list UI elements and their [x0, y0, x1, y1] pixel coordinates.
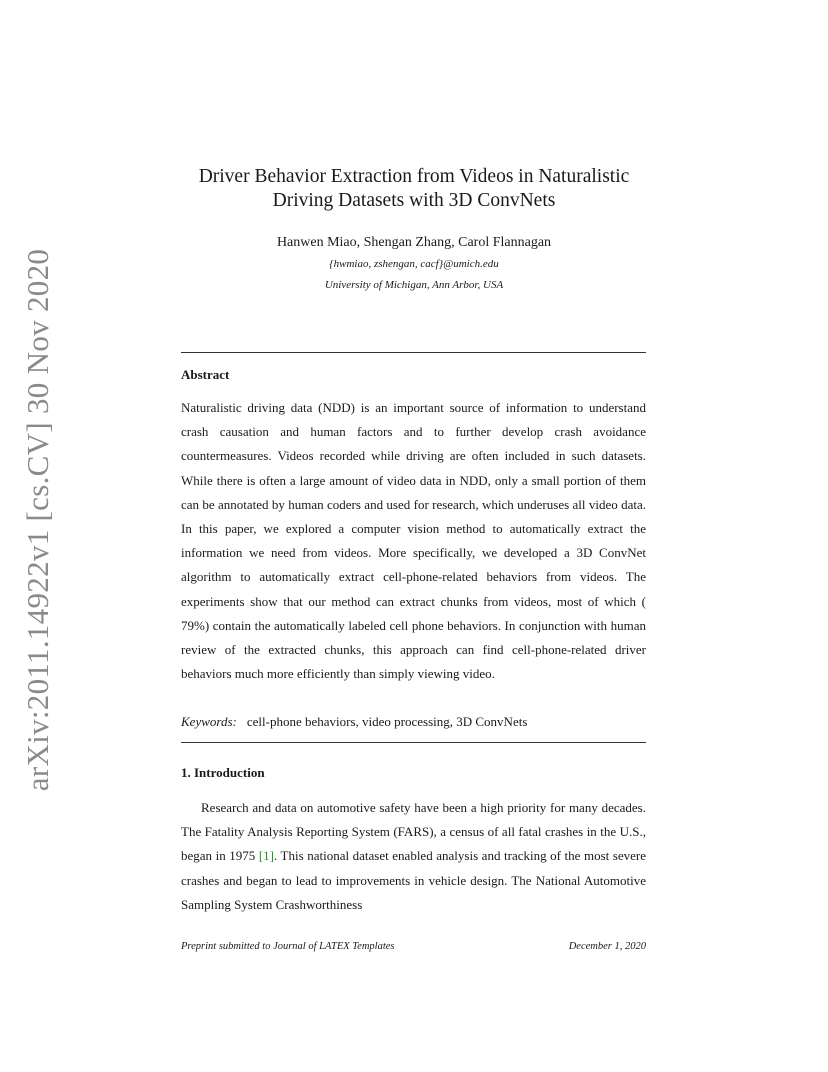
abstract-bottom-rule	[181, 742, 646, 743]
abstract-text: Naturalistic driving data (NDD) is an important source of information to understand crash causation and human factors and to further develop crash avoidance countermeasures. Videos recorded while driving are often included in such datasets. While there is often a large amount of video data in NDD, only a small portion of them can be annotated by human coders and used for research, which underuses all video data. In this paper, we explored a computer vision method to automatically extract the information we need from videos. More specifically, we developed a 3D ConvNet algorithm to automatically extract cell-phone-related behaviors from videos. The experiments show that our method can extract chunks from videos, most of which ( 79%) contain the automatically labeled cell phone behaviors. In conjunction with human review of the extracted chunks, this approach can find cell-phone-related driver behaviors much more efficiently than simply viewing video.	[181, 400, 646, 682]
footer-date: December 1, 2020	[568, 941, 646, 952]
arxiv-id: arXiv:2011.14922v1 [cs.CV] 30 Nov 2020	[20, 248, 55, 792]
keywords	[181, 714, 646, 730]
keywords-label: Keywords:	[181, 714, 237, 729]
authors: Hanwen Miao, Shengan Zhang, Carol Flannagan	[276, 235, 552, 250]
footer-journal: Preprint submitted to Journal of LATEX Templates	[181, 941, 395, 952]
abstract-heading: Abstract	[181, 367, 230, 382]
title-line-2: Driving Datasets with 3D ConvNets	[272, 190, 556, 211]
introduction-heading: 1. Introduction	[181, 765, 265, 780]
intro-text-part-2: . This national dataset enabled analysis and tracking of the most severe crashes and began to lead to improvements in vehicle design. The National Automotive Sampling System Crashworthiness	[181, 848, 646, 912]
keywords-value: cell-phone behaviors, video processing, 3D ConvNets	[246, 714, 528, 729]
affiliation: University of Michigan, Ann Arbor, USA	[324, 279, 504, 291]
author-email: {hwmiao, zshengan, cacf}@umich.edu	[329, 258, 499, 270]
abstract-top-rule	[181, 352, 646, 353]
title-line-1: Driver Behavior Extraction from Videos in Naturalistic	[198, 166, 630, 187]
arxiv-stamp	[13, 248, 63, 792]
citation-link[interactable]: [1]	[258, 848, 274, 864]
intro-text-part-1: Research and data on automotive safety have been a high priority for many decades. The Fatality Analysis Reporting System (FARS), a census of all fatal crashes in the U.S., began in 1975	[181, 800, 646, 864]
paper-title	[150, 165, 678, 213]
introduction-text	[181, 796, 646, 917]
